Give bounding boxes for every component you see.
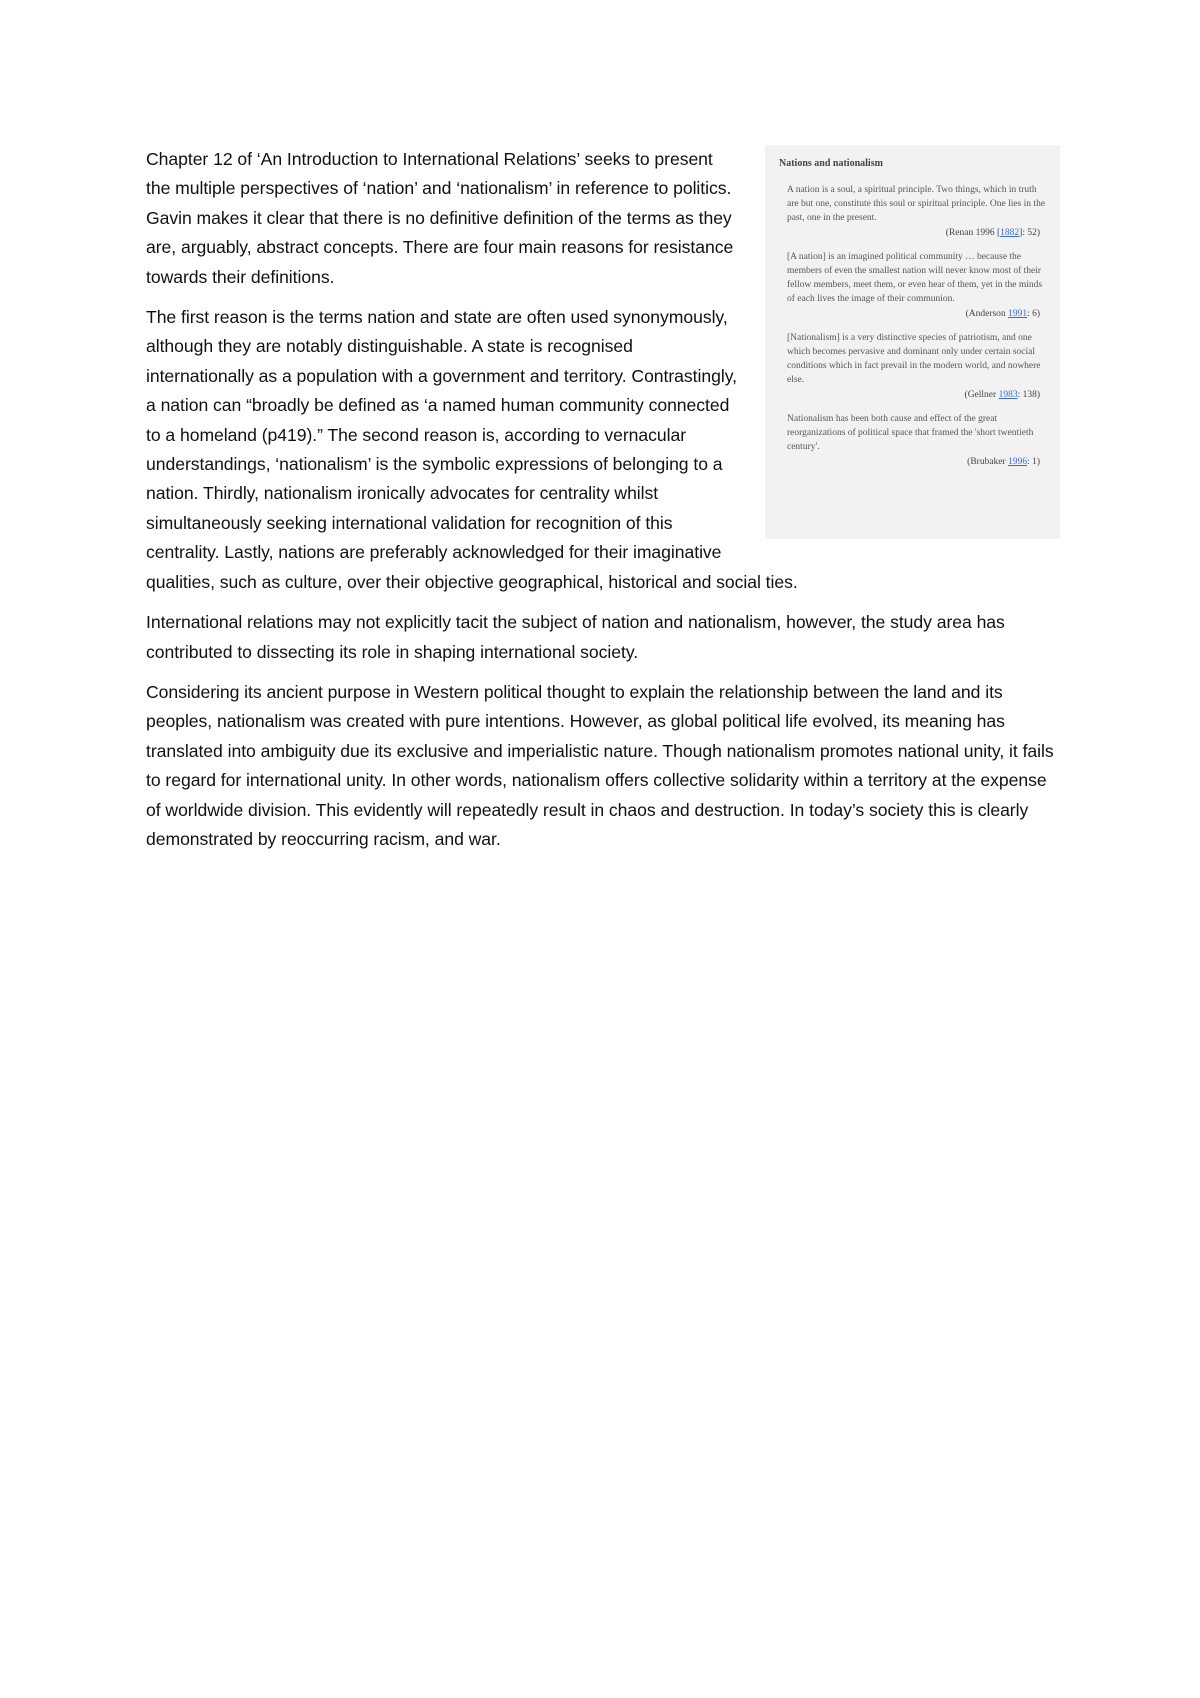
- quote-text: [Nationalism] is a very distinctive species of patriotism, and one which becomes pervasive and dominant only under certain social conditions which in fact prevail in the modern world, and nowhere else.: [787, 333, 1041, 385]
- quote-text: [A nation] is an imagined political community … because the members of even the smallest nation will never know most of their fellow members, meet them, or even hear of them, yet in the minds of each lives the image of their communion.: [787, 252, 1043, 304]
- quote-citation: (Brubaker 1996: 1): [967, 457, 1040, 467]
- paragraph: International relations may not explicitly tacit the subject of nation and nationalism, however, the study area has contributed to dissecting its role in shaping international society.: [146, 612, 1005, 662]
- quote-figure: [765, 145, 1060, 539]
- citation-link[interactable]: 1983: [998, 390, 1018, 400]
- citation-link[interactable]: 1991: [1008, 309, 1028, 319]
- figure-title: Nations and nationalism: [779, 158, 883, 169]
- quote-text: A nation is a soul, a spiritual principle. Two things, which in truth are but one, constitute this soul or spiritual principle. One lies in the past, one in the present.: [787, 185, 1046, 223]
- paragraph: The first reason is the terms nation and state are often used synonymously, although they are notably distinguishable. A state is recognised internationally as a population with a government and territory. Contrastingly, a nation can “broadly be defined as ‘a named human community connected to a homeland (p419).” The second reason is, according to vernacular understandings, ‘nationalism’ is the symbolic expressions of belonging to a nation. Thirdly, nationalism ironically advocates for centrality whilst simultaneously seeking international validation for recognition of this centrality. Lastly, nations are preferably acknowledged for their imaginative qualities, such as culture, over their objective geographical, historical and social ties.: [146, 307, 798, 592]
- citation-link[interactable]: 1996: [1008, 457, 1028, 467]
- quote-citation: (Gellner 1983: 138): [964, 390, 1040, 400]
- paragraph: Considering its ancient purpose in Western political thought to explain the relationship between the land and its peoples, nationalism was created with pure intentions. However, as global political life evolved, its meaning has translated into ambiguity due its exclusive and imperialistic nature. Though nationalism promotes national unity, it fails to regard for international unity. In other words, nationalism offers collective solidarity within a territory at the expense of worldwide division. This evidently will repeatedly result in chaos and destruction. In today’s society this is clearly demonstrated by reoccurring racism, and war.: [146, 681, 1054, 849]
- document-body: [146, 145, 1060, 865]
- paragraph: Chapter 12 of ‘An Introduction to International Relations’ seeks to present the multiple perspectives of ‘nation’ and ‘nationalism’ in reference to politics. Gavin makes it clear that there is no definitive definition of the terms as they are, arguably, abstract concepts. There are four main reasons for resistance towards their definitions.: [146, 149, 734, 287]
- quote-text: Nationalism has been both cause and effect of the great reorganizations of political space that framed the 'short twentieth century'.: [787, 414, 1034, 452]
- citation-link[interactable]: 1882: [1000, 228, 1020, 238]
- quote-citation: (Anderson 1991: 6): [965, 309, 1040, 319]
- quote-citation: (Renan 1996 [1882]: 52): [945, 228, 1040, 238]
